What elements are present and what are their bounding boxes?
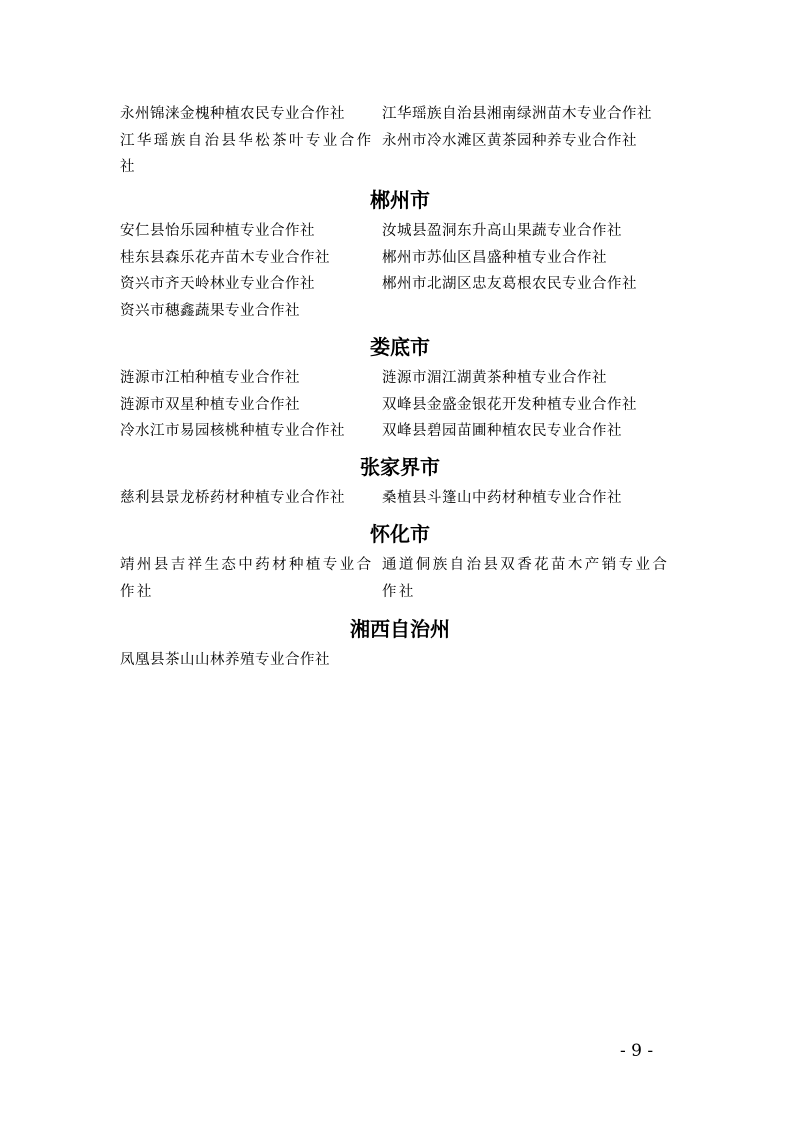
list-item: 双峰县碧园苗圃种植农民专业合作社: [382, 423, 622, 439]
list-item: 桂东县森乐花卉苗木专业合作社: [120, 249, 330, 266]
list-item: 永州市冷水滩区黄茶园种养专业合作社: [382, 132, 637, 149]
list-item: 靖州县吉祥生态中药材种植专业合作社: [120, 557, 374, 600]
page-number: - 9 -: [620, 1041, 654, 1061]
list-item: 桑植县斗篷山中药材种植专业合作社: [382, 490, 622, 506]
section-zhangjiajie: [120, 455, 680, 512]
list-item: 凤凰县茶山山林养殖专业合作社: [120, 652, 330, 668]
list-item: 江华瑶族自治县华松茶叶专业合作社: [120, 132, 374, 175]
section-heading: 张家界市: [360, 455, 440, 479]
section-heading: 湘西自治州: [350, 617, 450, 641]
list-item: 资兴市齐天岭林业专业合作社: [120, 276, 315, 292]
list-item: 双峰县金盛金银花开发种植专业合作社: [382, 396, 637, 413]
section-huaihua: [120, 522, 680, 605]
list-item: 涟源市江柏种植专业合作社: [120, 370, 300, 386]
list-item: 涟源市湄江湖黄茶种植专业合作社: [382, 370, 607, 386]
list-item: 资兴市穗鑫蔬果专业合作社: [120, 302, 300, 319]
list-item: 汝城县盈洞东升高山果蔬专业合作社: [382, 223, 622, 239]
section-heading: 怀化市: [370, 522, 430, 546]
list-item: 冷水江市易园核桃种植专业合作社: [120, 423, 345, 439]
section-heading: 娄底市: [370, 335, 430, 359]
list-item: 涟源市双星种植专业合作社: [120, 396, 300, 413]
section-xiangxi: [120, 617, 680, 674]
section-chenzhou: [120, 188, 680, 324]
list-item: 郴州市苏仙区昌盛种植专业合作社: [382, 249, 607, 266]
list-item: 慈利县景龙桥药材种植专业合作社: [120, 490, 345, 506]
continued-list: [120, 101, 680, 181]
list-item: 江华瑶族自治县湘南绿洲苗木专业合作社: [382, 106, 652, 122]
list-item: 永州锦涞金槐种植农民专业合作社: [120, 106, 345, 122]
list-item: 通道侗族自治县双香花苗木产销专业合作社: [382, 557, 670, 600]
section-loudi: [120, 335, 680, 445]
section-heading: 郴州市: [370, 188, 430, 212]
list-item: 郴州市北湖区忠友葛根农民专业合作社: [382, 276, 637, 292]
list-item: 安仁县怡乐园种植专业合作社: [120, 223, 315, 239]
